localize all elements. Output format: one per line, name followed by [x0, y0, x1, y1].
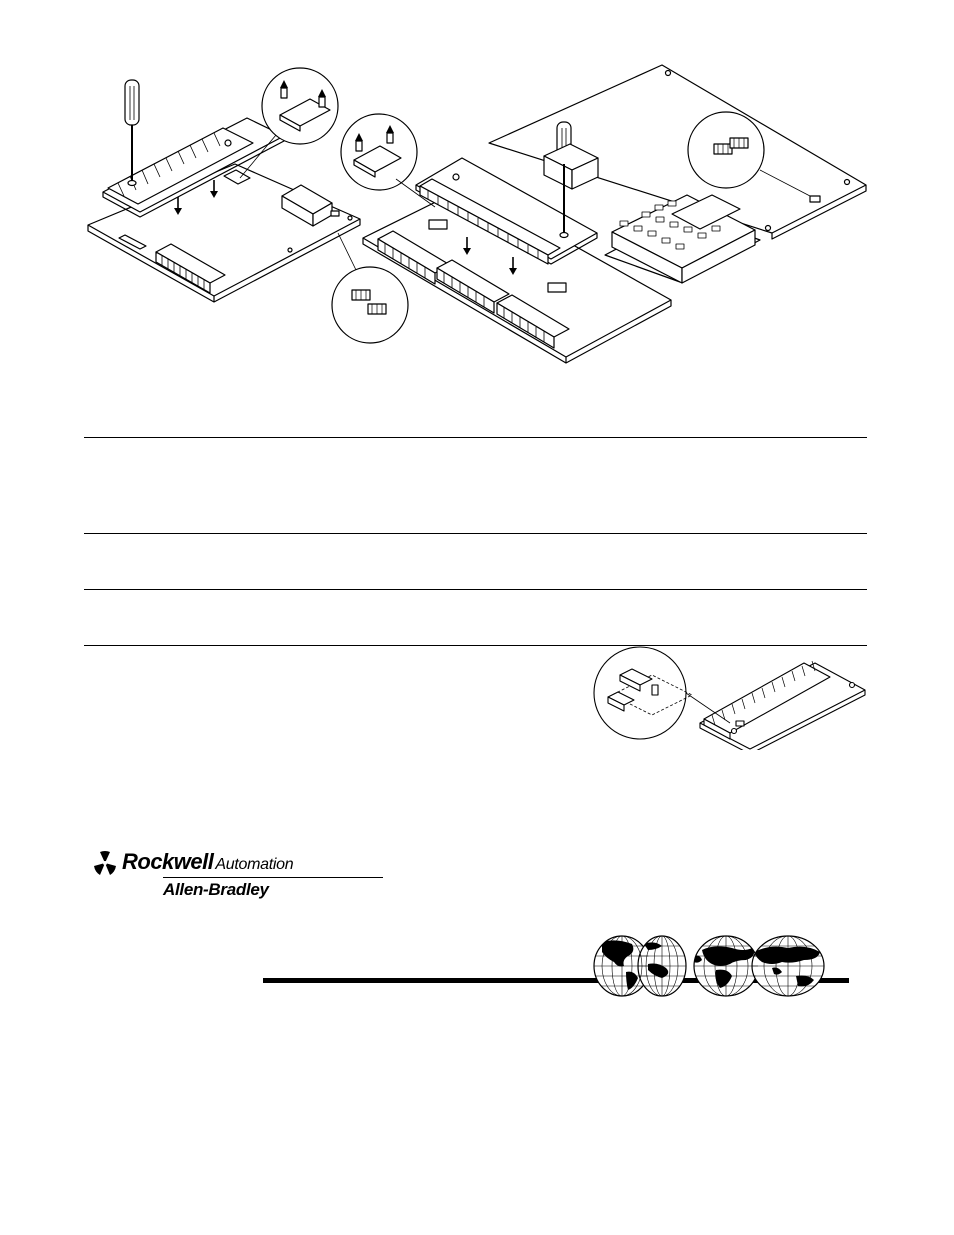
- brand-underline: [163, 877, 383, 878]
- automation-suffix: Automation: [215, 856, 294, 873]
- section-divider-3: [84, 589, 867, 590]
- section-divider-1: [84, 437, 867, 438]
- rockwell-name: Rockwell: [122, 849, 214, 874]
- keypad-module: [605, 195, 760, 283]
- world-globes-icon: [592, 934, 832, 998]
- section-divider-2: [84, 533, 867, 534]
- rockwell-logo-icon: [92, 850, 118, 876]
- rockwell-automation-wordmark: [122, 849, 293, 875]
- screwdriver-left: [125, 80, 139, 186]
- board-assembly-illustration: [0, 0, 954, 380]
- allen-bradley-wordmark: Allen-Bradley: [163, 880, 269, 899]
- option-board-detail-illustration: [590, 645, 870, 750]
